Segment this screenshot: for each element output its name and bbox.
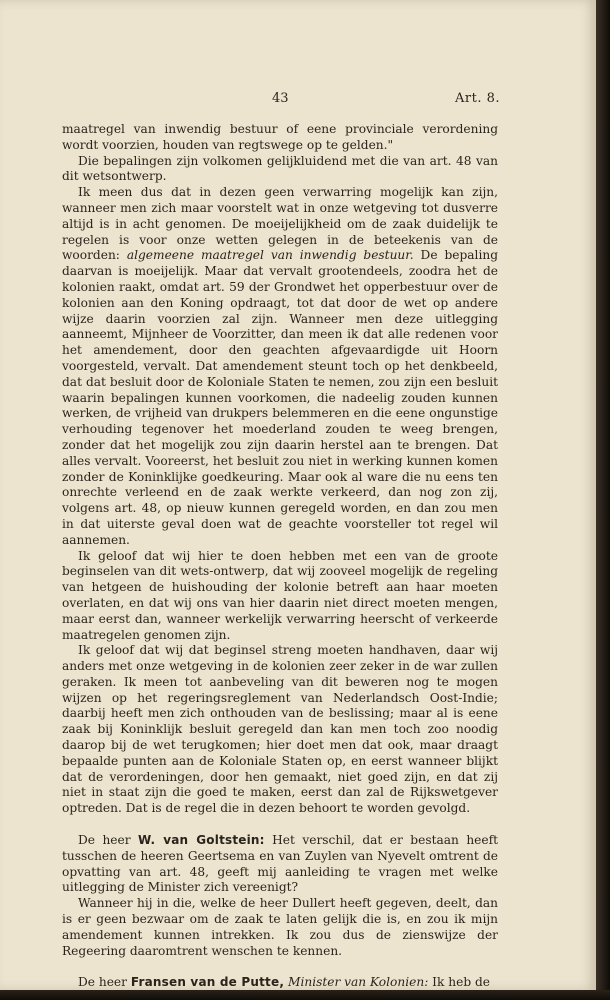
paragraph-4: Ik geloof dat wij hier te doen hebben met een van de groote beginselen van dit wets-ontwerp, dat wij zooveel mogelijk de regeling van hetgeen de huishouding der kolonie betreft aan haar moeten overlaten, en dat wij ons van hier daarin niet direct moeten mengen, maar eerst dan, wanneer werkelijk verwarring heerscht of verkeerde maatregelen genomen zijn. xyxy=(62,548,498,642)
speaker-role: Minister van Kolonien: xyxy=(287,975,429,990)
paragraph-3-text-b: De bepaling daarvan is moeijelijk. Maar dat vervalt grootendeels, zoodra het de kolonien raakt, omdat art. 59 der Grondwet het opperbestuur over de kolonien aan den Koning opdraagt, tot dat door de wet op andere wijze daarin voorzien zal zijn. Wanneer men deze uitlegging aanneemt, Mijnheer de Voorzitter, dan meen ik dat alle redenen voor het amendement, door den geachten afgevaardigde uit Hoorn voorgesteld, vervalt. Dat amendement steunt toch op het denkbeeld, dat dat besluit door de Koloniale Staten te nemen, zou zijn een besluit waarin bepalingen kunnen voorkomen, die nadeelig zouden kunnen werken, de vrijheid van drukpers belemmeren en die eene ongunstige verhouding tegenover het moederland zouden te weeg brengen, zonder dat het mogelijk zou zijn daarin herstel aan te brengen. Dat alles vervalt. Vooreerst, het besluit zou niet in werking kunnen komen zonder de Koninklijke goedkeuring. Maar ook al ware die nu eens ten onrechte verleend en de zaak werkte verkeerd, dan nog zon zij, volgens art. 48, op nieuw kunnen geregeld worden, en dan zou men in dat uiterste geval doen wat de geachte voorsteller tot regel wil aannemen. xyxy=(62,248,498,547)
paragraph-2: Die bepalingen zijn volkomen gelijkluidend met die van art. 48 van dit wetsontwerp. xyxy=(62,153,498,184)
paragraph-5: Ik geloof dat wij dat beginsel streng moeten handhaven, daar wij anders met onze wetgeving in de kolonien zeer zeker in de war zullen geraken. Ik meen tot aanbeveling van dit beweren nog te mogen wijzen op het regeringsreglement van Nederlandsch Oost-Indie; daarbij heeft men zich onthouden van de beslissing; maar al is eene zaak bij Koninklijk besluit geregeld dan kan men toch zoo noodig daarop bij de wet terugkomen; hier doet men dat ook, maar draagt bepaalde punten aan de Koloniale Staten op, en eerst wanneer blijkt dat de verordeningen, door hen gemaakt, niet goed zijn, en dat zij niet in staat zijn die goed te maken, eerst dan zal de Rijkswetgever optreden. Dat is de regel die in dezen behoort te worden gevolgd. xyxy=(62,643,498,816)
speech-1-prefix: De heer xyxy=(78,833,139,848)
speech-2-prefix: De heer xyxy=(78,975,131,990)
speech-2-text: Ik heb de xyxy=(428,975,491,990)
paragraph-3-italic: algemeene maatregel van inwendig bestuur. xyxy=(126,248,414,263)
page-header xyxy=(62,91,500,111)
page-edge-bottom xyxy=(0,990,610,1000)
speech-1-text: Het verschil, dat er bestaan heeft tusschen de heeren Geertsema en van Zuylen van Nyevelt omtrent de opvatting van art. 48, geeft mij aanleiding te vragen met welke uitlegging de Minister zich vereenigt? xyxy=(62,833,498,895)
speaker-goltstein: W. van Goltstein: xyxy=(138,833,265,848)
paragraph-1: maatregel van inwendig bestuur of eene provinciale verordening wordt voorzien, houden van regtswege op te gelden." xyxy=(62,122,498,152)
page-edge-right xyxy=(596,0,610,1000)
page-number: 43 xyxy=(272,91,289,106)
article-reference: Art. 8. xyxy=(455,91,500,106)
paragraph-3 xyxy=(62,185,498,548)
paragraph-3-text-a: Ik meen dus dat in dezen geen verwarring mogelijk kan zijn, wanneer men zich maar voorstelt wat in onze wetgeving tot dusverre altijd is in acht genomen. De moeijelijkheid om de zaak duidelijk te regelen is voor onze wetten gelegen in de beteekenis van de woorden: xyxy=(62,185,498,263)
speech-goltstein xyxy=(62,833,498,896)
paragraph-6: Wanneer hij in die, welke de heer Dullert heeft gegeven, deelt, dan is er geen bezwaar om de zaak te laten gelijk die is, en zou ik mijn amendement kunnen intrekken. Ik zou dus de zienswijze der Regeering daaromtrent wenschen te kennen. xyxy=(62,896,498,958)
speaker-fransen: Fransen van de Putte, xyxy=(130,975,285,990)
body-text xyxy=(62,122,498,991)
speech-fransen xyxy=(62,975,498,991)
